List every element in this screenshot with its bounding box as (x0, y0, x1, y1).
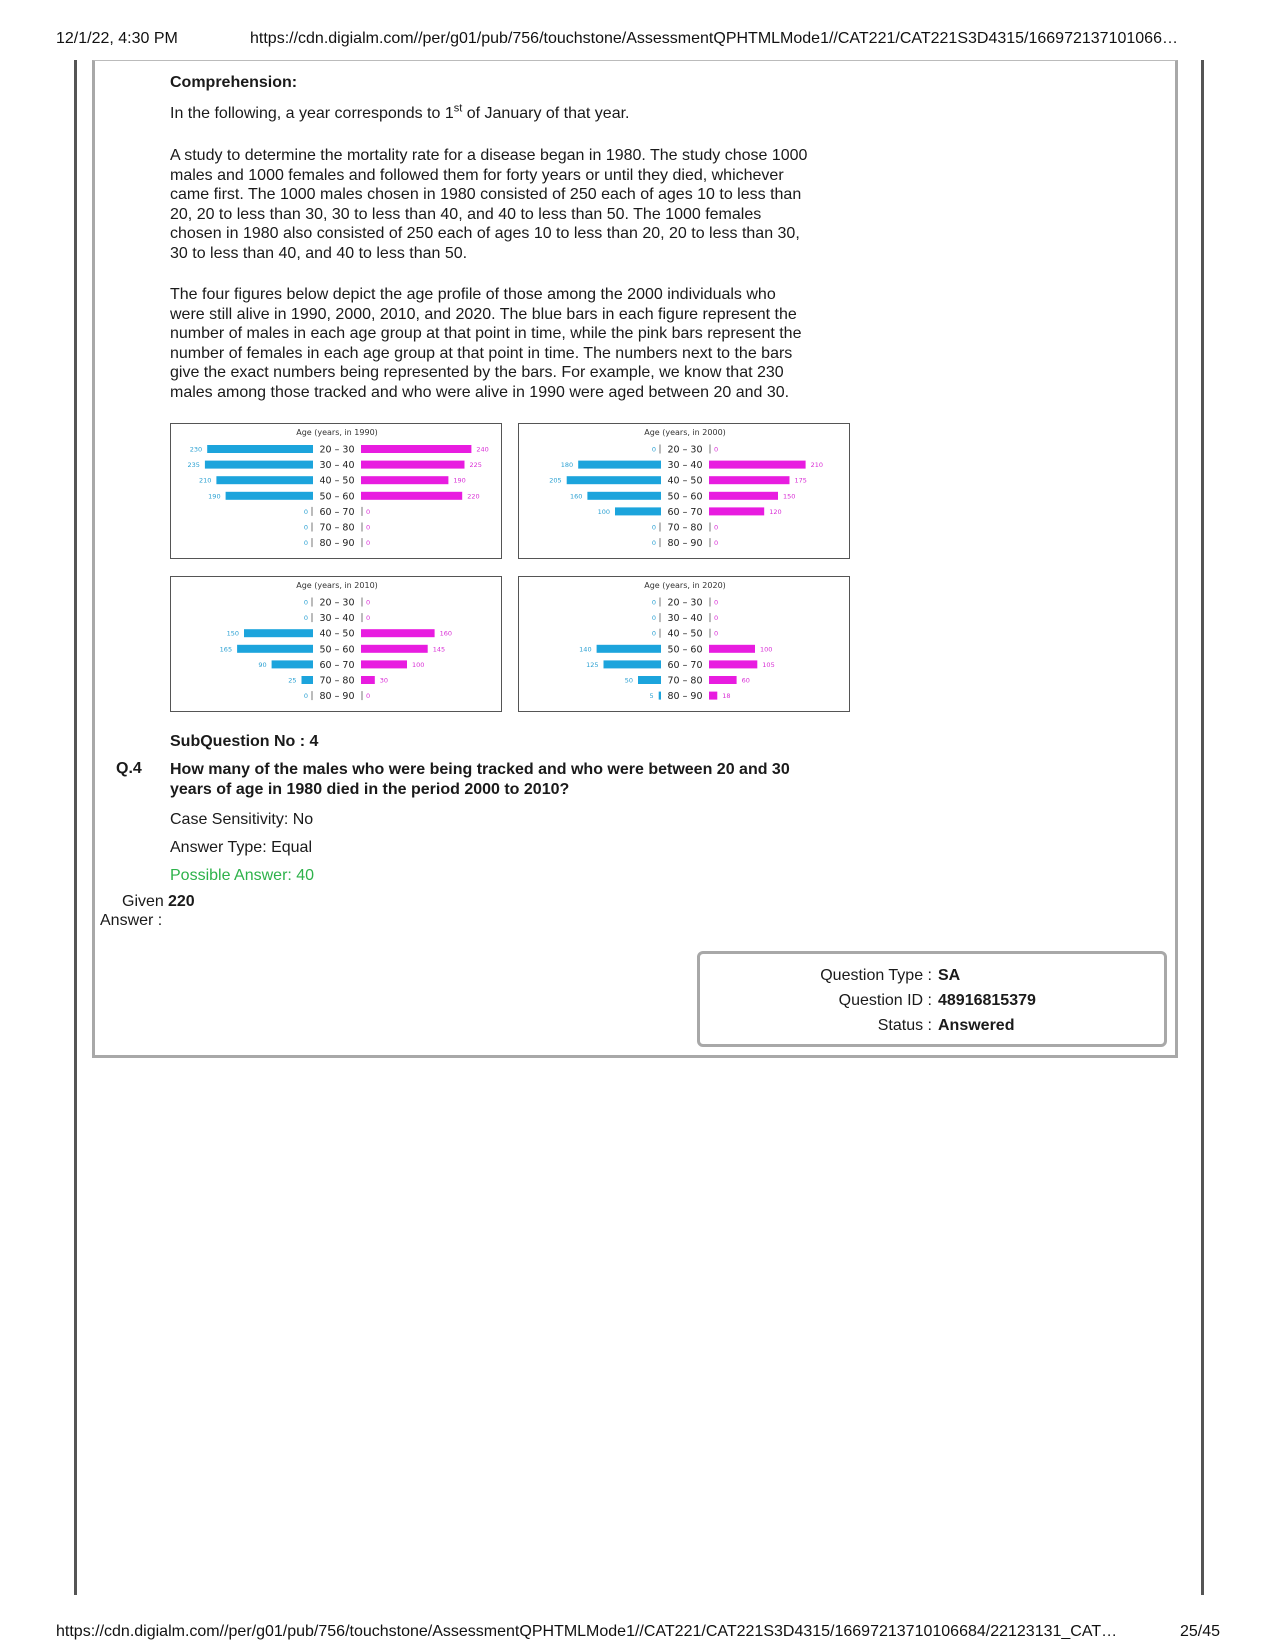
comprehension-intro: In the following, a year corresponds to 1st of January of that year. (170, 102, 630, 122)
male-value-label: 125 (586, 660, 599, 669)
male-value-label: 100 (597, 507, 610, 516)
age-group-label: 80 – 90 (319, 538, 355, 550)
female-value-label: 150 (783, 492, 796, 501)
male-zero-tick (660, 523, 661, 532)
female-bar (709, 476, 790, 484)
male-value-label: 0 (303, 539, 308, 548)
male-value-label: 0 (303, 507, 308, 516)
male-value-label: 90 (258, 660, 267, 669)
female-zero-tick (710, 445, 711, 454)
male-value-label: 25 (288, 676, 297, 685)
female-value-label: 0 (714, 598, 719, 607)
male-value-label: 210 (198, 476, 212, 485)
age-group-label: 80 – 90 (319, 691, 355, 703)
female-bar (709, 645, 755, 653)
age-group-label: 80 – 90 (667, 538, 703, 550)
male-value-label: 0 (651, 598, 656, 607)
male-value-label: 160 (569, 492, 583, 501)
print-header-url: https://cdn.digialm.com//per/g01/pub/756/touchstone/AssessmentQPHTMLMode1//CAT221/CAT221S3D4315/166972137101066… (250, 30, 1178, 47)
female-value-label: 0 (366, 507, 371, 516)
female-bar (361, 492, 462, 500)
age-group-label: 20 – 30 (667, 597, 703, 609)
female-bar (361, 445, 471, 453)
female-value-label: 0 (714, 523, 719, 532)
female-bar (709, 676, 737, 684)
male-bar (205, 461, 313, 469)
chart-2010 (170, 576, 502, 712)
male-bar (597, 645, 661, 653)
age-group-label: 40 – 50 (667, 475, 703, 487)
male-zero-tick (312, 598, 313, 607)
male-value-label: 0 (651, 629, 656, 638)
male-zero-tick (660, 598, 661, 607)
female-bar (361, 461, 465, 469)
female-value-label: 160 (439, 629, 453, 638)
male-bar (302, 676, 314, 684)
male-bar (638, 676, 661, 684)
age-group-label: 20 – 30 (319, 444, 355, 456)
age-group-label: 50 – 60 (319, 491, 355, 503)
female-value-label: 18 (722, 692, 731, 701)
female-zero-tick (710, 598, 711, 607)
print-datetime: 12/1/22, 4:30 PM (56, 30, 178, 47)
answer-type: Answer Type: Equal (170, 839, 313, 856)
chart-title: Age (years, in 2020) (644, 581, 726, 590)
male-bar (216, 476, 313, 484)
chart-title: Age (years, in 2010) (296, 581, 378, 590)
female-value-label: 0 (366, 598, 371, 607)
age-group-label: 20 – 30 (319, 597, 355, 609)
age-group-label: 50 – 60 (667, 491, 703, 503)
male-value-label: 5 (649, 692, 654, 701)
male-bar (244, 629, 313, 637)
female-bar (361, 645, 428, 653)
female-zero-tick (362, 538, 363, 547)
male-zero-tick (312, 507, 313, 516)
female-zero-tick (362, 507, 363, 516)
question-type-key: Question Type : (820, 967, 932, 984)
age-group-label: 70 – 80 (667, 522, 703, 534)
female-bar (361, 660, 407, 668)
female-value-label: 220 (467, 492, 480, 501)
age-group-label: 60 – 70 (667, 506, 703, 518)
female-value-label: 210 (810, 461, 824, 470)
question-id-key: Question ID : (838, 992, 932, 1009)
age-group-label: 40 – 50 (319, 475, 355, 487)
male-zero-tick (312, 691, 313, 700)
male-value-label: 180 (560, 461, 574, 470)
male-value-label: 140 (579, 645, 592, 654)
chart-2020-svg (519, 577, 851, 713)
female-zero-tick (362, 523, 363, 532)
age-group-label: 80 – 90 (667, 691, 703, 703)
female-value-label: 120 (769, 507, 782, 516)
male-bar (226, 492, 313, 500)
female-value-label: 145 (432, 645, 446, 654)
female-value-label: 0 (714, 614, 719, 623)
age-group-label: 30 – 40 (319, 613, 355, 625)
male-bar (578, 461, 661, 469)
age-group-label: 70 – 80 (319, 675, 355, 687)
left-page-rule (74, 60, 77, 1595)
age-group-label: 30 – 40 (319, 460, 355, 472)
chart-2020 (518, 576, 850, 712)
question-type-value: SA (938, 967, 961, 984)
age-group-label: 50 – 60 (319, 644, 355, 656)
male-zero-tick (312, 613, 313, 622)
male-value-label: 190 (208, 492, 221, 501)
female-value-label: 225 (469, 461, 482, 470)
female-bar (709, 692, 717, 700)
age-group-label: 30 – 40 (667, 613, 703, 625)
female-value-label: 105 (762, 660, 775, 669)
male-value-label: 150 (226, 629, 239, 638)
female-bar (361, 676, 375, 684)
male-value-label: 0 (651, 614, 656, 623)
age-group-label: 50 – 60 (667, 644, 703, 656)
male-bar (615, 507, 661, 515)
age-group-label: 70 – 80 (667, 675, 703, 687)
chart-title: Age (years, in 2000) (644, 428, 726, 437)
male-bar (659, 692, 661, 700)
age-group-label: 40 – 50 (319, 628, 355, 640)
given-answer-value: 220 (168, 893, 195, 910)
male-zero-tick (660, 445, 661, 454)
case-sensitivity: Case Sensitivity: No (170, 811, 314, 828)
female-zero-tick (710, 629, 711, 638)
female-value-label: 0 (366, 614, 371, 623)
age-group-label: 40 – 50 (667, 628, 703, 640)
female-bar (709, 507, 764, 515)
female-value-label: 0 (714, 445, 719, 454)
male-value-label: 205 (549, 476, 562, 485)
age-group-label: 70 – 80 (319, 522, 355, 534)
male-value-label: 0 (303, 598, 308, 607)
female-zero-tick (710, 538, 711, 547)
chart-1990-svg (171, 424, 503, 560)
comprehension-paragraph-1: A study to determine the mortality rate for a disease began in 1980. The study chose 1000 males and 1000 females and followed them for forty years or until they died, whichever came first. The 1000 males chosen in 1980 consisted of 250 each of ages 10 to less than 20, 20 to less than 30, 30 to less than 40, and 40 to less than 50. The 1000 females chosen in 1980 also consisted of 250 each of ages 10 to less than 20, 20 to less than 30, 30 to less than 40, and 40 to less than 50. (170, 147, 808, 262)
chart-2010-svg (171, 577, 503, 713)
female-value-label: 30 (379, 676, 389, 685)
chart-2000-svg (519, 424, 851, 560)
right-page-rule (1201, 60, 1204, 1595)
print-footer-url: https://cdn.digialm.com//per/g01/pub/756/touchstone/AssessmentQPHTMLMode1//CAT221/CAT221S3D4315/16697213710106684/22123131_CAT… (56, 1623, 1118, 1640)
male-bar (604, 660, 662, 668)
print-page-number: 25/45 (1180, 1623, 1221, 1640)
female-zero-tick (362, 613, 363, 622)
age-group-label: 20 – 30 (667, 444, 703, 456)
male-zero-tick (660, 538, 661, 547)
comprehension-heading: Comprehension: (170, 74, 298, 91)
age-group-label: 60 – 70 (319, 659, 355, 671)
question-meta-box (697, 951, 1167, 1047)
female-bar (361, 476, 448, 484)
male-bar (567, 476, 661, 484)
chart-title: Age (years, in 1990) (296, 428, 378, 437)
age-group-label: 60 – 70 (667, 659, 703, 671)
male-zero-tick (660, 613, 661, 622)
male-value-label: 230 (189, 445, 203, 454)
age-group-label: 60 – 70 (319, 506, 355, 518)
given-answer-label: Given (122, 893, 164, 910)
female-value-label: 0 (366, 523, 371, 532)
chart-2000 (518, 423, 850, 559)
female-bar (709, 461, 806, 469)
female-bar (361, 629, 435, 637)
female-value-label: 0 (714, 629, 719, 638)
female-value-label: 60 (741, 676, 750, 685)
chart-1990 (170, 423, 502, 559)
male-value-label: 50 (624, 676, 633, 685)
subquestion-label: SubQuestion No : 4 (170, 733, 319, 750)
possible-answer: Possible Answer: 40 (170, 867, 315, 884)
male-bar (237, 645, 313, 653)
female-value-label: 240 (476, 445, 489, 454)
male-bar (207, 445, 313, 453)
male-value-label: 0 (303, 692, 308, 701)
male-value-label: 0 (651, 523, 656, 532)
female-bar (709, 492, 778, 500)
female-value-label: 100 (760, 645, 773, 654)
status-value: Answered (938, 1017, 1015, 1034)
female-value-label: 190 (453, 476, 466, 485)
female-value-label: 175 (794, 476, 807, 485)
female-zero-tick (362, 598, 363, 607)
male-value-label: 235 (187, 461, 200, 470)
female-bar (709, 660, 757, 668)
male-value-label: 165 (219, 645, 233, 654)
comprehension-paragraph-2: The four figures below depict the age profile of those among the 2000 individuals who were still alive in 1990, 2000, 2010, and 2020. The blue bars in each figure represent the number of males in each age group at that point in time, while the pink bars represent the number of females in each age group at that point in time. The numbers next to the bars give the exact numbers being represented by the bars. For example, we know that 230 males among those tracked and who were alive in 1990 were aged between 20 and 30. (170, 286, 802, 401)
age-profile-figures (170, 423, 850, 713)
question-text: How many of the males who were being tracked and who were between 20 and 30 years of age in 1980 died in the period 2000 to 2010? (170, 761, 790, 798)
female-zero-tick (710, 523, 711, 532)
male-zero-tick (312, 538, 313, 547)
age-group-label: 30 – 40 (667, 460, 703, 472)
question-number: Q.4 (116, 760, 142, 777)
male-zero-tick (312, 523, 313, 532)
female-value-label: 0 (366, 692, 371, 701)
male-value-label: 0 (303, 523, 308, 532)
female-value-label: 100 (412, 660, 425, 669)
female-zero-tick (362, 691, 363, 700)
question-id-value: 48916815379 (938, 992, 1036, 1009)
given-answer-label-line2: Answer : (100, 912, 163, 929)
male-value-label: 0 (303, 614, 308, 623)
male-zero-tick (660, 629, 661, 638)
female-value-label: 0 (366, 539, 371, 548)
male-value-label: 0 (651, 445, 656, 454)
status-key: Status : (877, 1017, 932, 1034)
male-bar (272, 660, 313, 668)
male-value-label: 0 (651, 539, 656, 548)
female-zero-tick (710, 613, 711, 622)
female-value-label: 0 (714, 539, 719, 548)
male-bar (587, 492, 661, 500)
